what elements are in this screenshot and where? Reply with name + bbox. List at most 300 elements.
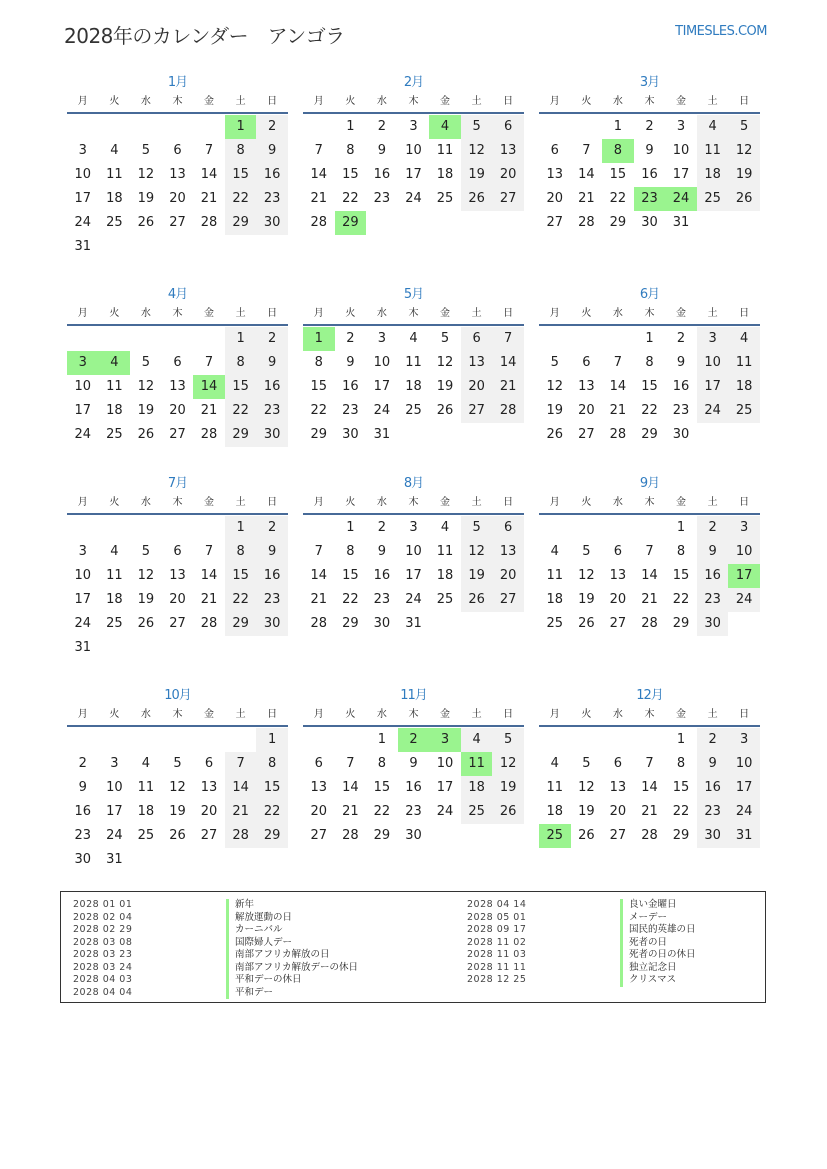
day-cell: 16 [405, 780, 422, 795]
day-cell: 5 [582, 756, 591, 771]
day-cell: 3 [697, 327, 729, 351]
empty-cell [99, 516, 131, 540]
day-cell: 11 [405, 355, 422, 370]
weekday-label: 火 [581, 308, 592, 319]
weekday-label: 水 [140, 308, 151, 319]
weekday-label: 水 [612, 96, 623, 107]
month-name: 8月 [403, 476, 424, 491]
day-cell: 31 [405, 616, 422, 631]
weekday-header [539, 494, 760, 515]
day-cell: 10 [697, 351, 729, 375]
day-cell: 24 [106, 828, 123, 843]
day-cell: 5 [550, 355, 559, 370]
day-cell: 13 [546, 167, 564, 182]
day-cell: 27 [169, 427, 186, 442]
day-cell: 28 [310, 616, 328, 631]
weekday-label: 金 [204, 497, 215, 508]
weekday-label: 水 [612, 308, 623, 319]
day-cell: 2 [256, 115, 288, 139]
day-cell: 12 [137, 568, 155, 583]
day-cell: 10 [373, 355, 391, 370]
day-cell: 5 [582, 544, 591, 559]
weekday-label: 木 [644, 709, 655, 720]
weekday-label: 土 [707, 96, 718, 107]
day-cell: 17 [436, 780, 454, 795]
day-cell: 19 [461, 163, 493, 187]
holiday-day-cell: 17 [728, 564, 760, 588]
day-cell: 5 [440, 331, 450, 346]
holiday-day-cell: 4 [99, 351, 131, 375]
empty-cell [67, 327, 99, 351]
holiday-day-cell: 11 [461, 752, 493, 776]
day-cell: 28 [200, 215, 218, 230]
weekday-label: 日 [267, 497, 278, 508]
weekday-label: 土 [471, 709, 482, 720]
day-cell: 15 [342, 568, 359, 583]
day-cell: 24 [373, 403, 391, 418]
weekday-label: 木 [408, 308, 419, 319]
day-cell: 21 [609, 403, 627, 418]
day-cell: 22 [373, 804, 391, 819]
day-cell: 24 [697, 399, 729, 423]
day-cell: 30 [74, 852, 92, 867]
weekday-label: 金 [676, 709, 687, 720]
weekday-label: 月 [549, 709, 560, 720]
day-cell: 26 [137, 427, 155, 442]
day-cell: 19 [461, 564, 493, 588]
day-cell: 16 [256, 375, 288, 399]
day-grid [539, 115, 760, 235]
day-cell: 15 [672, 780, 690, 795]
day-cell: 2 [645, 119, 654, 134]
day-cell: 9 [78, 780, 87, 795]
weekday-label: 月 [313, 709, 324, 720]
weekday-label: 水 [140, 96, 151, 107]
day-cell: 10 [436, 756, 454, 771]
holiday-day-cell: 1 [303, 327, 335, 351]
day-cell: 21 [342, 804, 359, 819]
day-cell: 20 [169, 592, 186, 607]
day-grid [539, 728, 760, 848]
day-cell: 8 [645, 355, 654, 370]
day-cell: 6 [613, 544, 623, 559]
day-cell: 7 [492, 327, 524, 351]
day-cell: 7 [204, 143, 214, 158]
month-block [67, 285, 288, 447]
day-cell: 9 [676, 355, 686, 370]
day-cell: 16 [74, 804, 92, 819]
day-cell: 8 [676, 756, 686, 771]
month-name: 11月 [400, 688, 427, 703]
day-cell: 6 [461, 327, 493, 351]
day-cell: 9 [346, 355, 355, 370]
weekday-label: 土 [707, 709, 718, 720]
day-cell: 15 [225, 375, 257, 399]
day-cell: 10 [74, 167, 92, 182]
day-cell: 22 [310, 403, 328, 418]
day-cell: 27 [492, 588, 524, 612]
day-cell: 10 [672, 143, 690, 158]
day-cell: 19 [169, 804, 186, 819]
day-cell: 26 [461, 588, 493, 612]
day-cell: 7 [613, 355, 623, 370]
empty-cell [335, 728, 367, 752]
day-cell: 10 [106, 780, 123, 795]
day-cell: 25 [106, 427, 123, 442]
day-cell: 13 [492, 540, 524, 564]
day-cell: 27 [578, 427, 595, 442]
day-cell: 10 [728, 540, 760, 564]
holiday-name: クリスマス [620, 974, 676, 987]
empty-cell [634, 516, 666, 540]
day-cell: 25 [728, 399, 760, 423]
weekday-label: 木 [408, 497, 419, 508]
day-cell: 30 [373, 616, 391, 631]
month-name: 12月 [636, 688, 663, 703]
day-cell: 15 [641, 379, 658, 394]
day-cell: 5 [173, 756, 182, 771]
day-cell: 7 [314, 143, 323, 158]
day-cell: 12 [137, 379, 155, 394]
empty-cell [162, 327, 194, 351]
day-cell: 30 [256, 423, 288, 447]
weekday-label: 金 [676, 497, 687, 508]
weekday-label: 木 [172, 709, 183, 720]
day-cell: 7 [582, 143, 591, 158]
day-cell: 11 [436, 143, 454, 158]
day-cell: 27 [609, 828, 627, 843]
day-cell: 4 [440, 520, 450, 535]
day-cell: 8 [314, 355, 323, 370]
day-cell: 29 [225, 612, 257, 636]
day-cell: 3 [78, 143, 87, 158]
holiday-day-cell: 14 [193, 375, 225, 399]
day-cell: 9 [645, 143, 654, 158]
day-cell: 9 [377, 143, 387, 158]
day-cell: 7 [346, 756, 355, 771]
day-cell: 28 [578, 215, 595, 230]
day-cell: 14 [641, 568, 658, 583]
weekday-label: 月 [313, 308, 324, 319]
weekday-label: 水 [376, 497, 387, 508]
day-cell: 15 [225, 564, 257, 588]
day-cell: 20 [492, 163, 524, 187]
day-cell: 9 [409, 756, 418, 771]
day-cell: 17 [697, 375, 729, 399]
weekday-label: 日 [267, 709, 278, 720]
holiday-date: 2028 03 24 [73, 961, 133, 973]
month-block [539, 474, 760, 636]
weekday-label: 木 [172, 497, 183, 508]
day-cell: 23 [256, 399, 288, 423]
month-block [67, 686, 288, 872]
day-cell: 23 [342, 403, 359, 418]
day-cell: 23 [256, 187, 288, 211]
day-cell: 25 [137, 828, 155, 843]
day-cell: 4 [141, 756, 151, 771]
day-cell: 14 [342, 780, 359, 795]
day-cell: 30 [342, 427, 359, 442]
day-cell: 2 [377, 119, 387, 134]
holiday-name: 死者の日の休日 [620, 949, 696, 962]
day-cell: 3 [409, 520, 418, 535]
day-cell: 8 [256, 752, 288, 776]
day-cell: 9 [377, 544, 387, 559]
day-cell: 24 [405, 191, 422, 206]
day-grid [303, 115, 524, 235]
weekday-header [67, 93, 288, 114]
weekday-label: 火 [581, 709, 592, 720]
day-cell: 26 [728, 187, 760, 211]
brand-logo[interactable]: TIMESLES.COM [675, 24, 767, 39]
weekday-label: 土 [471, 96, 482, 107]
day-cell: 13 [609, 780, 627, 795]
weekday-label: 土 [235, 497, 246, 508]
day-cell: 24 [728, 800, 760, 824]
day-grid [539, 327, 760, 447]
day-cell: 16 [697, 564, 729, 588]
empty-cell [130, 327, 162, 351]
weekday-label: 金 [204, 308, 215, 319]
day-cell: 17 [106, 804, 123, 819]
day-cell: 27 [169, 616, 186, 631]
day-cell: 25 [405, 403, 422, 418]
day-grid [303, 516, 524, 636]
day-cell: 17 [74, 592, 92, 607]
day-cell: 15 [310, 379, 328, 394]
day-cell: 28 [225, 824, 257, 848]
day-cell: 20 [609, 592, 627, 607]
day-cell: 1 [225, 327, 257, 351]
day-cell: 9 [256, 351, 288, 375]
day-cell: 13 [310, 780, 328, 795]
day-cell: 8 [346, 544, 355, 559]
day-cell: 18 [106, 191, 123, 206]
day-cell: 27 [546, 215, 564, 230]
day-cell: 2 [346, 331, 355, 346]
day-cell: 6 [173, 355, 182, 370]
day-cell: 17 [74, 403, 92, 418]
weekday-label: 日 [739, 709, 750, 720]
day-cell: 22 [672, 804, 690, 819]
day-cell: 10 [74, 379, 92, 394]
day-cell: 15 [672, 568, 690, 583]
day-cell: 27 [461, 399, 493, 423]
weekday-label: 日 [503, 308, 514, 319]
day-cell: 18 [546, 592, 564, 607]
day-cell: 12 [728, 139, 760, 163]
weekday-label: 月 [77, 96, 88, 107]
holiday-date: 2028 09 17 [467, 924, 527, 935]
day-cell: 17 [728, 776, 760, 800]
day-cell: 19 [578, 804, 595, 819]
day-cell: 18 [728, 375, 760, 399]
holiday-legend [60, 891, 766, 1003]
day-cell: 24 [436, 804, 454, 819]
weekday-header [539, 305, 760, 326]
day-grid [67, 516, 288, 660]
day-cell: 3 [110, 756, 119, 771]
weekday-header [67, 305, 288, 326]
day-cell: 26 [436, 403, 454, 418]
day-cell: 16 [256, 163, 288, 187]
weekday-label: 木 [408, 96, 419, 107]
empty-cell [67, 115, 99, 139]
day-cell: 21 [200, 403, 218, 418]
day-cell: 3 [676, 119, 686, 134]
holiday-name: 南部アフリカ解放の日 [226, 949, 330, 962]
weekday-label: 木 [172, 96, 183, 107]
day-cell: 18 [697, 163, 729, 187]
day-cell: 19 [137, 191, 155, 206]
day-cell: 22 [672, 592, 690, 607]
day-cell: 11 [697, 139, 729, 163]
day-cell: 8 [377, 756, 387, 771]
day-cell: 10 [405, 544, 422, 559]
day-cell: 7 [204, 544, 214, 559]
day-cell: 12 [169, 780, 186, 795]
day-cell: 27 [200, 828, 218, 843]
day-cell: 5 [141, 544, 151, 559]
day-cell: 15 [373, 780, 391, 795]
day-cell: 8 [225, 139, 257, 163]
day-cell: 26 [546, 427, 564, 442]
day-cell: 9 [256, 540, 288, 564]
holiday-name: 独立記念日 [620, 962, 677, 975]
day-cell: 7 [314, 544, 323, 559]
day-cell: 16 [342, 379, 359, 394]
day-cell: 18 [461, 776, 493, 800]
weekday-header [303, 706, 524, 727]
weekday-header [303, 305, 524, 326]
day-cell: 4 [461, 728, 493, 752]
day-cell: 1 [676, 732, 686, 747]
day-cell: 29 [373, 828, 391, 843]
day-cell: 27 [492, 187, 524, 211]
weekday-label: 金 [204, 96, 215, 107]
holiday-date: 2028 04 14 [467, 899, 527, 910]
day-cell: 20 [461, 375, 493, 399]
weekday-label: 水 [376, 709, 387, 720]
holiday-date: 2028 03 23 [73, 949, 133, 960]
day-cell: 19 [137, 403, 155, 418]
day-cell: 25 [697, 187, 729, 211]
weekday-label: 土 [235, 308, 246, 319]
weekday-label: 日 [267, 308, 278, 319]
day-cell: 29 [342, 616, 359, 631]
empty-cell [130, 115, 162, 139]
day-grid [67, 327, 288, 447]
weekday-label: 月 [549, 96, 560, 107]
day-cell: 19 [436, 379, 454, 394]
day-cell: 11 [137, 780, 155, 795]
weekday-header [303, 494, 524, 515]
day-cell: 12 [461, 139, 493, 163]
day-cell: 13 [609, 568, 627, 583]
day-cell: 23 [672, 403, 690, 418]
day-cell: 16 [697, 776, 729, 800]
day-cell: 30 [697, 824, 729, 848]
month-block [303, 73, 524, 235]
day-cell: 10 [405, 143, 422, 158]
day-cell: 19 [137, 592, 155, 607]
day-cell: 14 [578, 167, 595, 182]
day-cell: 1 [256, 728, 288, 752]
holiday-name: 良い金曜日 [620, 899, 677, 912]
holiday-date: 2028 12 25 [467, 974, 527, 985]
day-cell: 7 [204, 355, 214, 370]
empty-cell [539, 327, 571, 351]
day-grid [303, 327, 524, 447]
holiday-date: 2028 04 04 [73, 986, 133, 998]
day-cell: 13 [169, 379, 186, 394]
holiday-name: 解放運動の日 [226, 912, 292, 925]
weekday-label: 日 [267, 96, 278, 107]
weekday-label: 水 [612, 497, 623, 508]
day-cell: 27 [169, 215, 186, 230]
day-cell: 5 [461, 115, 493, 139]
weekday-label: 金 [676, 96, 687, 107]
day-cell: 3 [78, 544, 87, 559]
weekday-label: 金 [440, 497, 451, 508]
weekday-label: 日 [503, 497, 514, 508]
day-cell: 26 [137, 616, 155, 631]
day-cell: 6 [204, 756, 214, 771]
weekday-label: 月 [549, 308, 560, 319]
day-cell: 29 [256, 824, 288, 848]
day-cell: 4 [409, 331, 418, 346]
holiday-name: 国際婦人デー [226, 937, 292, 950]
day-cell: 22 [342, 191, 359, 206]
day-cell: 13 [492, 139, 524, 163]
weekday-label: 火 [581, 96, 592, 107]
day-cell: 7 [645, 756, 654, 771]
weekday-label: 月 [77, 308, 88, 319]
day-cell: 4 [550, 544, 559, 559]
holiday-date: 2028 11 11 [467, 961, 527, 973]
weekday-label: 木 [408, 709, 419, 720]
weekday-label: 水 [376, 96, 387, 107]
weekday-label: 火 [109, 308, 120, 319]
day-cell: 16 [373, 167, 391, 182]
empty-cell [539, 516, 571, 540]
month-name: 3月 [639, 75, 660, 90]
day-cell: 13 [169, 568, 186, 583]
month-name: 4月 [167, 287, 188, 302]
holiday-day-cell: 29 [335, 211, 367, 235]
day-cell: 27 [310, 828, 328, 843]
month-name: 6月 [639, 287, 660, 302]
day-cell: 18 [546, 804, 564, 819]
day-cell: 15 [225, 163, 257, 187]
weekday-label: 日 [739, 497, 750, 508]
empty-cell [634, 728, 666, 752]
day-cell: 15 [609, 167, 627, 182]
day-cell: 25 [106, 616, 123, 631]
day-cell: 28 [609, 427, 627, 442]
holiday-day-cell: 8 [602, 139, 634, 163]
day-cell: 15 [342, 167, 359, 182]
holiday-day-cell: 4 [429, 115, 461, 139]
weekday-label: 木 [172, 308, 183, 319]
holiday-day-cell: 24 [665, 187, 697, 211]
day-cell: 5 [461, 516, 493, 540]
day-cell: 10 [74, 568, 92, 583]
day-cell: 17 [672, 167, 690, 182]
empty-cell [99, 115, 131, 139]
day-cell: 2 [697, 516, 729, 540]
weekday-label: 土 [707, 497, 718, 508]
